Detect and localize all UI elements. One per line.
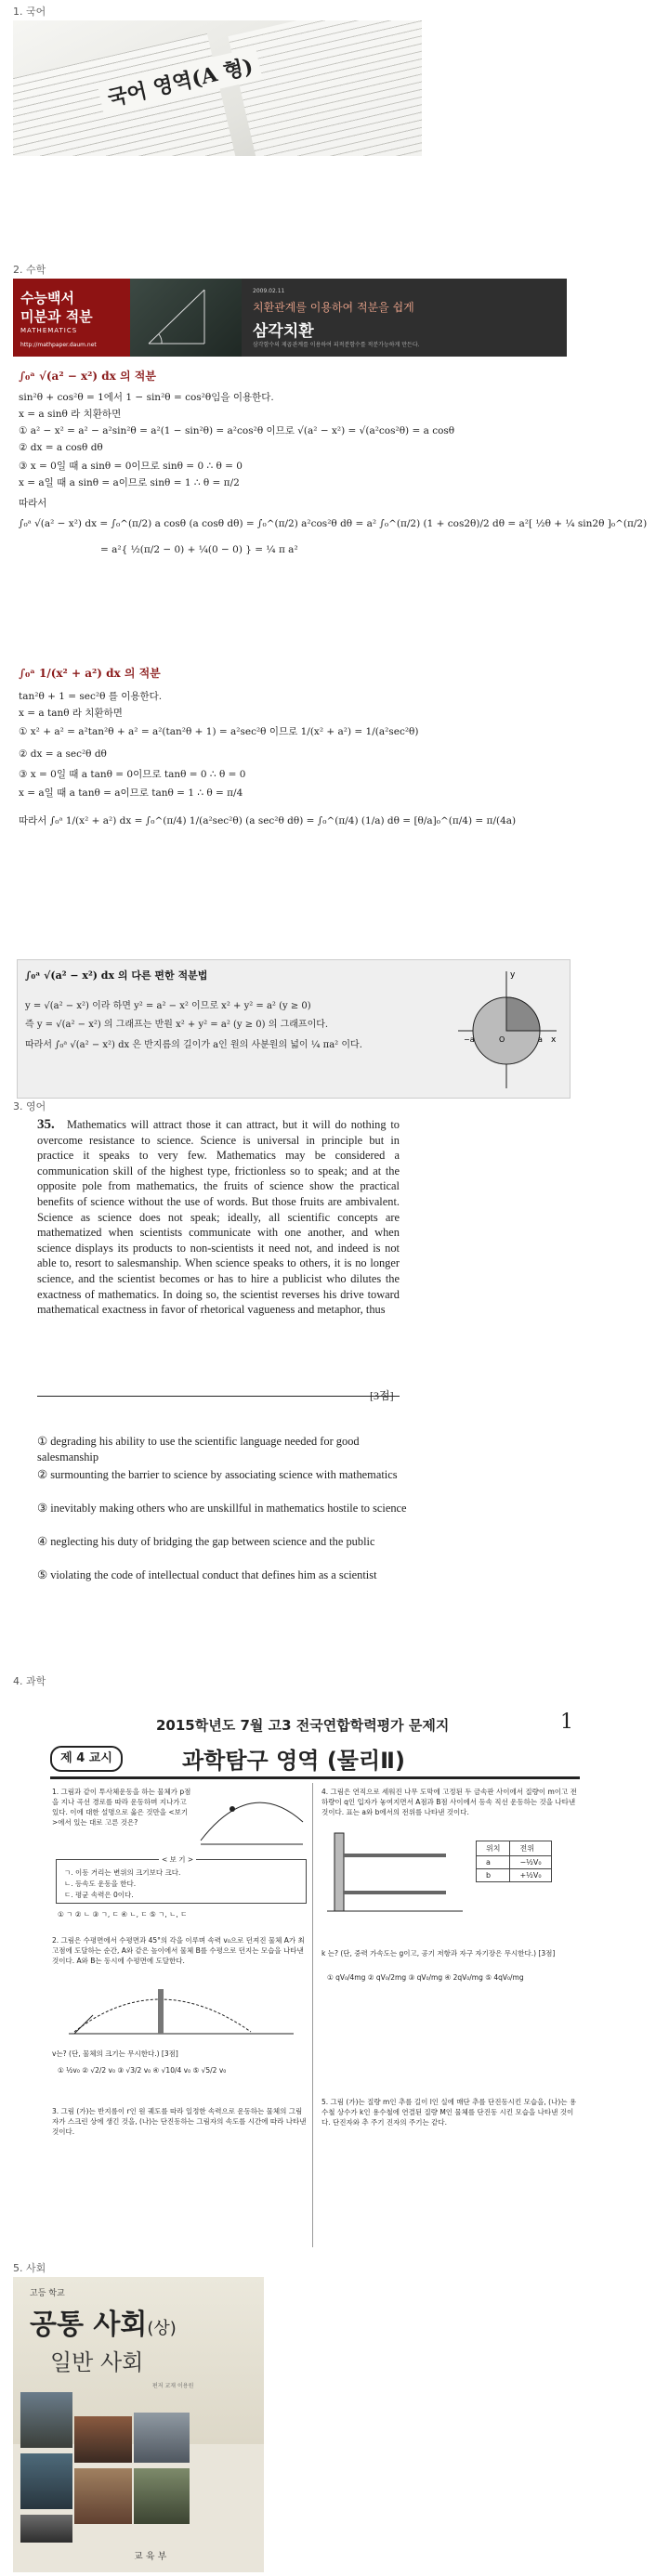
science-subject-title: 과학탐구 영역 (물리Ⅱ) (182, 1748, 405, 1774)
choice-item: ⑤ violating the code of intellectual conduct that defines him as a scientist (37, 1568, 377, 1581)
math-banner (13, 279, 567, 357)
cover-photo-5 (74, 2468, 132, 2524)
korean-exam-photo (13, 20, 422, 156)
q4-ask: k 는? (단, 중력 가속도는 g이고, 공기 저항과 자구 자기장은 무시한다.) [3점] (321, 1949, 556, 1958)
science-page-number: 1 (560, 1711, 573, 1734)
banner-description: 삼각함수의 제곱관계를 이용하여 피적분함수를 적분가능하게 만든다. (253, 342, 420, 348)
social-textbook-cover (13, 2277, 264, 2572)
banner-brand-url: http://mathpaper.daum.net (20, 342, 97, 348)
cover-title-main: 공통 사회 (30, 2309, 148, 2341)
label-origin: O (499, 1035, 505, 1044)
section-label-korean: 1. 국어 (13, 6, 46, 18)
math1-line: 따라서 (19, 498, 47, 509)
math2-line: x = a tanθ 라 치환하면 (19, 708, 123, 719)
table-cell: b (477, 1869, 510, 1882)
math1-line: = a²{ ½(π/2 − 0) + ¼(0 − 0) } = ¼ π a² (100, 544, 298, 555)
chalkboard-image (130, 279, 242, 357)
english-passage: Mathematics will attract those it can attract, but it will do nothing to overcome resistance to science. Science is universal in principle but in practice it speaks to very few. Mathematics may be considered a communication skill of the highest type, frictionless so to speak; and at the opposite pole from mathematics, the fruits of science show the practical benefits of science without the use of words. But those fruits are ambivalent. Science as science does not speak; ideally, all scientific concepts are mathematized when scientists communicate with one another, and when science displays its products to non-scientists it need not, and indeed is not able to, resort to salesmanship. When science speaks to others, it is no longer science, and the scientist becomes or has to hire a publicist who dilutes the exactness of mathematics. In doing so, the scientist reverses his drive toward mathematical exactness in favor of rhetorical vagueness and metaphor, thus (37, 1118, 400, 1317)
science-q1: 1. 그림과 같이 투사체운동을 하는 물체가 p점을 지나 곡선 경로를 따라 운동하며 지나가고 있다. 이에 대한 설명으로 옳은 것만을 <보기>에서 있는 대로 고른 것은? (52, 1788, 191, 1827)
projectile-path-diagram (195, 1785, 308, 1850)
math-heading-1: ∫₀ᵃ √(a² − x²) dx 의 적분 (19, 370, 156, 383)
alt-box-heading: ∫₀ᵃ √(a² − x²) dx 의 다른 편한 적분법 (25, 969, 208, 982)
table-cell: a (477, 1856, 510, 1869)
section-label-social: 5. 사회 (13, 2262, 46, 2274)
math1-line: ③ x = 0일 때 a sinθ = 0이므로 sinθ = 0 ∴ θ = 0 (19, 461, 243, 472)
cover-title-suffix: (상) (147, 2319, 177, 2338)
math1-line: x = a일 때 a sinθ = a이므로 sinθ = 1 ∴ θ = π/2 (19, 477, 240, 488)
banner-brand-line1: 수능백서 (20, 290, 74, 306)
math2-line: ① x² + a² = a²tan²θ + a² = a²(tan²θ + 1) = a²sec²θ 이므로 1/(x² + a²) = 1/(a²sec²θ) (19, 726, 419, 737)
table-cell: −½V₀ (510, 1856, 551, 1869)
math2-line: 따라서 ∫₀ᵃ 1/(x² + a²) dx = ∫₀^(π/4) 1/(a²sec²θ) (a sec²θ dθ) = ∫₀^(π/4) (1/a) dθ = [θ/a]₀^(π/4) = π/(4a) (19, 815, 517, 826)
question-number: 35. (37, 1117, 55, 1132)
alternative-method-box (17, 959, 571, 1099)
q1-box-item: ㄴ. 등속도 운동을 한다. (64, 1880, 137, 1888)
q2-choices: ① ½v₀ ② √2/2 v₀ ③ √3/2 v₀ ④ √10/4 v₀ ⑤ √5/2 v₀ (58, 2066, 227, 2075)
science-q2: 2. 그림은 수평면에서 수평면과 45°의 각을 이루며 속력 v₀으로 던져진 물체 A가 최고점에 도달하는 순간, A와 같은 높이에서 물체 B를 수평으로 던지는 모습을 나타낸 것이다. A와 B는 동시에 수평면에 도달한다. (52, 1936, 305, 1965)
science-q5: 5. 그림 (가)는 질량 m인 추를 길이 l인 실에 매단 추를 단진동시킨 모습을, (나)는 용수철 상수가 k인 용수철에 연결된 질량 M인 물체를 단진동 시킨 모습을 나타낸 것이다. 단진자와 추 주기 진자의 주기는 같다. (321, 2098, 577, 2127)
science-period-tag: 제 4 교시 (50, 1746, 123, 1772)
banner-brand-line2: 미분과 적분 (20, 308, 93, 325)
science-q3: 3. 그림 (가)는 반지름이 r인 원 궤도를 따라 일정한 속력으로 운동하는 물체의 그림자가 스크린 상에 생긴 것을, (나)는 단진동하는 그림자의 속도를 시간에 따라 나타낸 것이다. (52, 2107, 307, 2136)
korean-exam-title: 국어 영역(A 형) (97, 47, 263, 116)
choice-item: ③ inevitably making others who are unskillful in mathematics hostile to science (37, 1502, 407, 1515)
q1-box-item: ㄷ. 평균 속력은 0이다. (64, 1891, 134, 1899)
math2-line: x = a일 때 a tanθ = a이므로 tanθ = 1 ∴ θ = π/4 (19, 787, 243, 799)
math1-line: ② dx = a cosθ dθ (19, 442, 103, 453)
cover-subtitle: 일반 사회 (50, 2349, 144, 2375)
math2-line: ③ x = 0일 때 a tanθ = 0이므로 tanθ = 0 ∴ θ = 0 (19, 769, 246, 780)
banner-title: 삼각치환 (253, 322, 314, 341)
chalkboard-triangle-icon (130, 279, 242, 357)
cover-photo-2 (74, 2416, 132, 2463)
cover-photo-3 (134, 2413, 190, 2463)
choice-item: ④ neglecting his duty of bridging the gap between science and the public (37, 1535, 375, 1548)
q2-ask: v는? (단, 물체의 크기는 무시한다.) [3점] (52, 2049, 178, 2058)
math1-line: x = a sinθ 라 치환하면 (19, 409, 122, 420)
section-label-english: 3. 영어 (13, 1100, 46, 1112)
cover-title (30, 2301, 177, 2342)
alt-box-line: y = √(a² − x²) 이라 하면 y² = a² − x² 이므로 x² + y² = a² (y ≥ 0) (25, 1001, 311, 1011)
section-label-science: 4. 과학 (13, 1675, 46, 1687)
math1-line: sin²θ + cos²θ = 1에서 1 − sin²θ = cos²θ임을 이용한다. (19, 392, 274, 403)
math1-line: ① a² − x² = a² − a²sin²θ = a²(1 − sin²θ) = a²cos²θ 이므로 √(a² − x²) = √(a²cos²θ) = a cosθ (19, 425, 455, 436)
cover-photo-7 (20, 2515, 72, 2543)
banner-subtitle: 치환관계를 이용하여 적분을 쉽게 (253, 301, 414, 314)
banner-date: 2009.02.11 (253, 288, 285, 294)
science-exam-header: 2015학년도 7월 고3 전국연합학력평가 문제지 (156, 1717, 450, 1734)
math2-line: tan²θ + 1 = sec²θ 를 이용한다. (19, 691, 163, 702)
choice-item: ② surmounting the barrier to science by associating science with mathematics (37, 1468, 398, 1481)
table-header: 위치 (477, 1841, 510, 1856)
cover-author: 편저 교재 이용원 (152, 2383, 194, 2389)
math2-line: ② dx = a sec²θ dθ (19, 748, 107, 760)
alt-box-line: 즉 y = √(a² − x²) 의 그래프는 반원 x² + y² = a² (y ≥ 0) 의 그래프이다. (25, 1020, 329, 1030)
label-neg-a: −a (464, 1035, 475, 1044)
math1-line: ∫₀ᵃ √(a² − x²) dx = ∫₀^(π/2) a cosθ (a cosθ dθ) = ∫₀^(π/2) a²cos²θ dθ = a² ∫₀^(π/2) (1 + cos2θ)/2 dθ = a²[ ½θ + ¼ sin2θ ]₀^(π/2) (19, 518, 648, 529)
table-header: 전위 (510, 1841, 551, 1856)
q4-plate-diagram (325, 1826, 465, 1919)
axis-x-label: x (551, 1035, 557, 1045)
cover-photo-6 (134, 2468, 190, 2524)
label-a: a (538, 1035, 543, 1044)
q4-choices: ① qV₀/4mg ② qV₀/2mg ③ qV₀/mg ④ 2qV₀/mg ⑤ 4qV₀/mg (327, 1973, 524, 1982)
answer-blank-line (37, 1396, 400, 1397)
cover-school-level: 고등 학교 (30, 2289, 65, 2298)
science-q4: 4. 그림은 연직으로 세워진 나무 도막에 고정된 두 금속판 사이에서 질량이 m이고 전하량이 q인 입자가 놓여지면서 A점과 B점 사이에서 등속 직선 운동하는 것을 나타낸 것이다. 표는 a와 b에서의 전위를 나타낸 것이다. (321, 1788, 577, 1816)
cover-publisher: 교 육 부 (134, 2552, 167, 2562)
cover-photo-4 (20, 2453, 72, 2509)
table-cell: +½V₀ (510, 1869, 551, 1882)
semicircle-diagram (453, 966, 562, 1094)
banner-brand-line3: MATHEMATICS (20, 327, 78, 334)
q2-trajectory-diagram (65, 1976, 297, 2041)
q1-choices: ① ㄱ ② ㄴ ③ ㄱ, ㄷ ④ ㄴ, ㄷ ⑤ ㄱ, ㄴ, ㄷ (58, 1910, 188, 1919)
science-header-rule (50, 1776, 580, 1779)
section-label-math: 2. 수학 (13, 264, 46, 276)
alt-box-line: 따라서 ∫₀ᵃ √(a² − x²) dx 은 반지름의 길이가 a인 원의 사분원의 넓이 ¼ πa² 이다. (25, 1040, 362, 1050)
q1-box-title: < 보 기 > (159, 1854, 196, 1865)
column-divider (312, 1783, 313, 2247)
cover-photo-1 (20, 2392, 72, 2448)
axis-y-label: y (510, 970, 516, 980)
points-label: [3점] (370, 1389, 394, 1402)
math-heading-2: ∫₀ᵃ 1/(x² + a²) dx 의 적분 (19, 667, 161, 680)
choice-item: ① degrading his ability to use the scientific language needed for good salesmanship (37, 1435, 360, 1464)
q1-option-box (56, 1855, 307, 1904)
q4-potential-table (476, 1841, 552, 1882)
q1-box-item: ㄱ. 이동 거리는 변위의 크기보다 크다. (64, 1868, 181, 1877)
exam-paper-right (228, 20, 422, 156)
banner-brand-panel (13, 279, 130, 357)
